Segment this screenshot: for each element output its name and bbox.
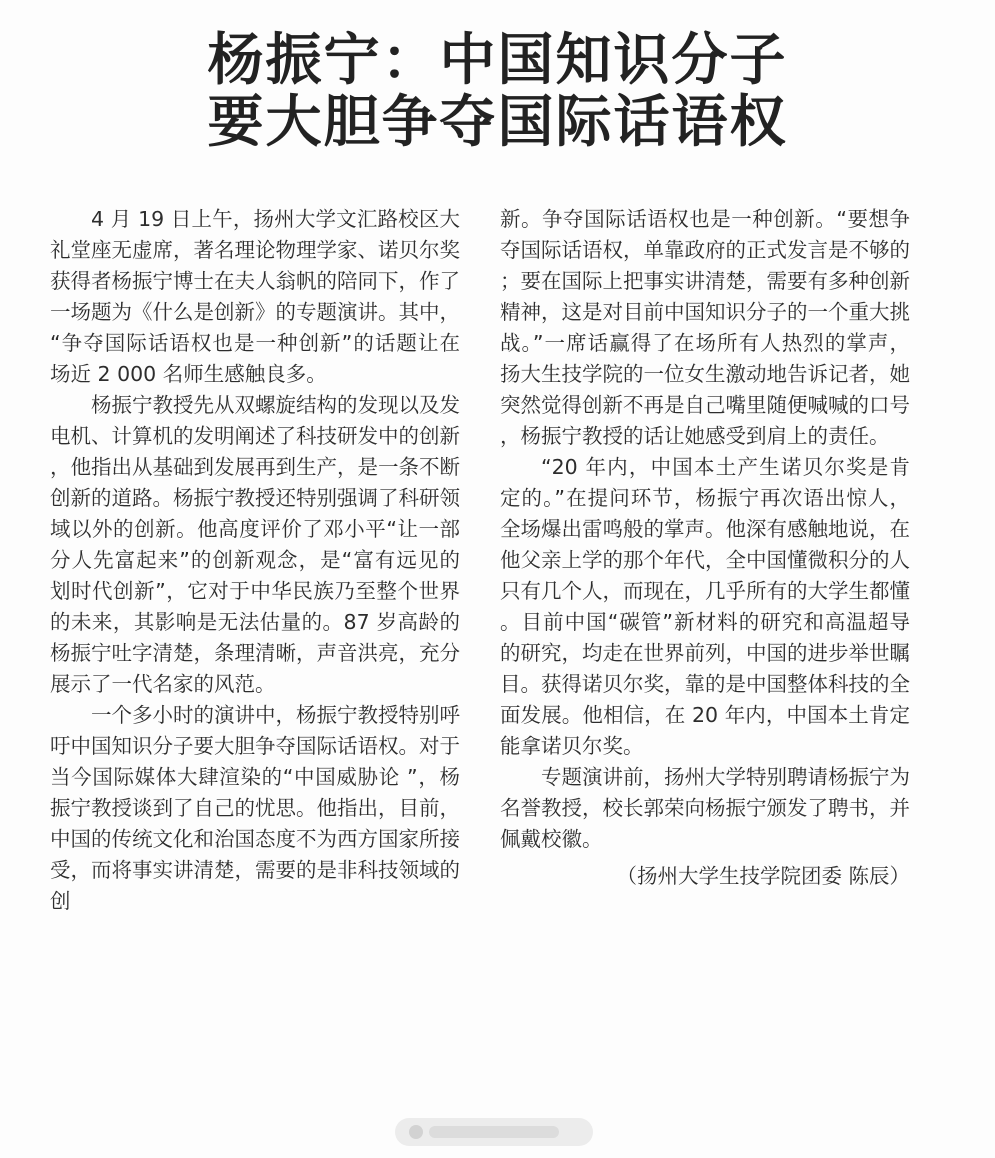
headline-line-2: 要大胆争夺国际话语权: [207, 90, 788, 155]
watermark-bar: [429, 1126, 559, 1138]
article-byline: （扬州大学生技学院团委 陈辰）: [616, 864, 910, 888]
article-paragraph-continued: 新。争夺国际话语权也是一种创新。“要想争夺国际话语权，单靠政府的正式发言是不够的；要在国际上把事实讲清楚，需要有多种创新精神，这是对目前中国知识分子的一个重大挑战。”一席话赢得了在场所有人热烈的掌声，扬大生技学院的一位女生激动地告诉记者，她突然觉得创新不再是自己嘴里随便喊喊的口号，杨振宁教授的话让她感受到肩上的责任。: [500, 207, 910, 448]
article-paragraph: 杨振宁教授先从双螺旋结构的发现以及发电机、计算机的发明阐述了科技研发中的创新，他指出从基础到发展再到生产，是一条不断创新的道路。杨振宁教授还特别强调了科研领域以外的创新。他高度评价了邓小平“让一部分人先富起来”的创新观念，是“富有远见的划时代创新”，它对于中华民族乃至整个世界的未来，其影响是无法估量的。87 岁高龄的杨振宁吐字清楚，条理清晰，声音洪亮，充分展示了一代名家的风范。: [50, 393, 460, 696]
watermark-icon: [409, 1125, 423, 1139]
article-column-right: [500, 204, 910, 892]
article-paragraph: “20 年内，中国本土产生诺贝尔奖是肯定的。”在提问环节，杨振宁再次语出惊人，全场爆出雷鸣般的掌声。他深有感触地说，在他父亲上学的那个年代，全中国懂微积分的人只有几个人，而现在，几乎所有的大学生都懂。目前中国“碳管”新材料的研究和高温超导的研究，均走在世界前列，中国的进步举世瞩目。获得诺贝尔奖，靠的是中国整体科技的全面发展。他相信，在 20 年内，中国本土肯定能拿诺贝尔奖。: [500, 455, 910, 758]
article-paragraph: 专题演讲前，扬州大学特别聘请杨振宁为名誉教授，校长郭荣向杨振宁颁发了聘书，并佩戴校徽。: [500, 765, 910, 851]
article-paragraph: 4 月 19 日上午，扬州大学文汇路校区大礼堂座无虚席，著名理论物理学家、诺贝尔奖获得者杨振宁博士在夫人翁帆的陪同下，作了一场题为《什么是创新》的专题演讲。其中，“争夺国际话语权也是一种创新”的话题让在场近 2 000 名师生感触良多。: [50, 207, 460, 386]
headline-line-1: 杨振宁：中国知识分子: [207, 28, 788, 93]
article-column-left: [50, 204, 460, 917]
article-headline: [0, 30, 995, 154]
watermark-overlay: [395, 1118, 593, 1146]
article-paragraph: 一个多小时的演讲中，杨振宁教授特别呼吁中国知识分子要大胆争夺国际话语权。对于当今国际媒体大肆渲染的“中国威胁论 ”，杨振宁教授谈到了自己的忧思。他指出，目前，中国的传统文化和治国态度不为西方国家所接受，而将事实讲清楚，需要的是非科技领域的创: [50, 703, 460, 913]
